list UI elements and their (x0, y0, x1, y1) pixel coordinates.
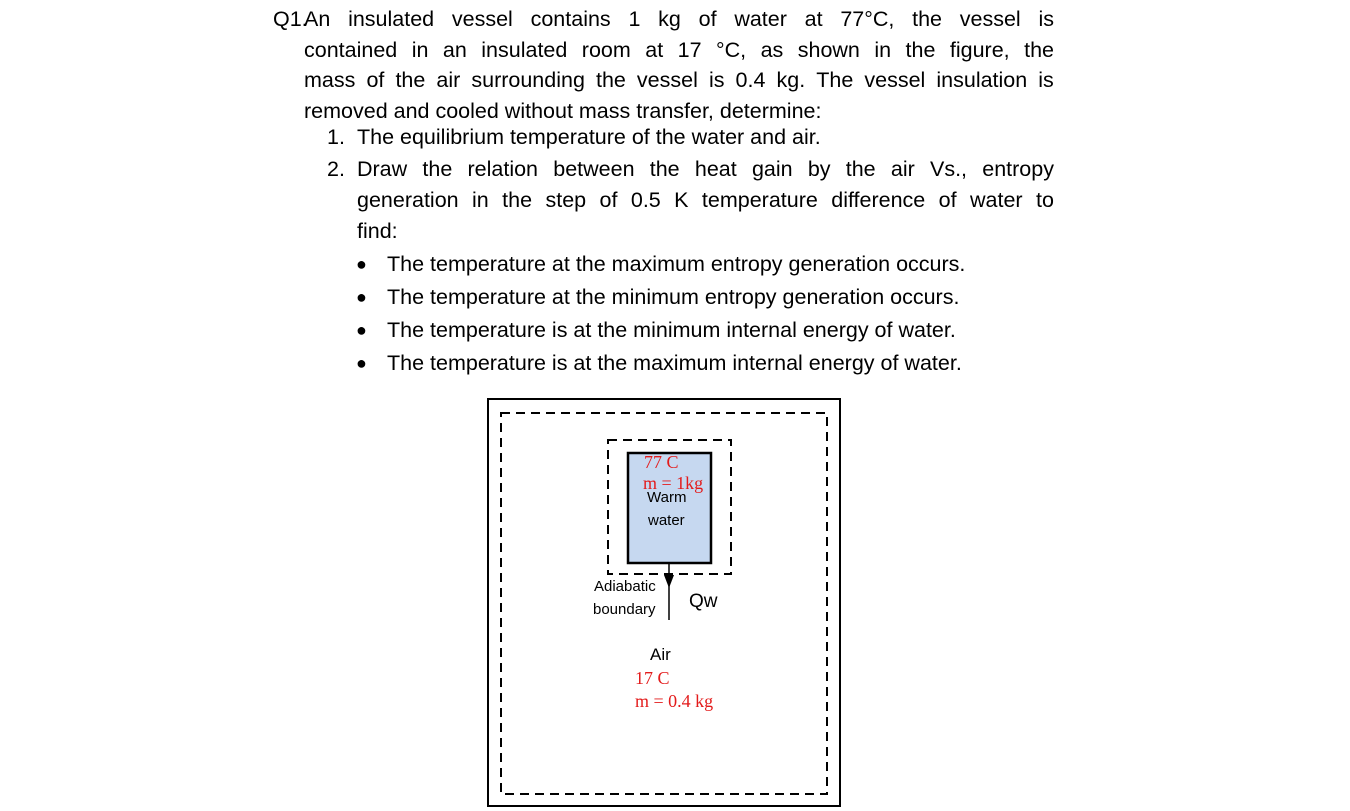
word: 77°C, (840, 7, 895, 31)
word: in (874, 37, 892, 62)
word: the (502, 188, 533, 212)
word: generation (357, 188, 459, 212)
word: 0.4 (735, 68, 766, 92)
air-mass: m = 0.4 kg (635, 691, 714, 711)
word: the (905, 37, 936, 62)
word: of (599, 188, 618, 212)
bullet-dot: ● (356, 353, 367, 373)
water-mass: m = 1kg (643, 473, 704, 493)
boundary-label-adiabatic: Adiabatic (594, 578, 656, 595)
word: of (698, 7, 717, 31)
word: Vs., (929, 157, 968, 181)
list-item-1-number: 1. (327, 125, 345, 149)
word: water (734, 7, 787, 31)
word: the (395, 68, 426, 92)
word: is (708, 68, 725, 92)
word: in (472, 188, 489, 212)
word: temperature (701, 188, 818, 212)
word: An (304, 7, 331, 31)
word: vessel (451, 7, 513, 31)
word: by (807, 157, 831, 181)
word: the (1024, 37, 1054, 62)
list-item-2-number: 2. (327, 157, 345, 181)
word: the (845, 157, 876, 181)
word: shown (797, 37, 860, 62)
word: air (890, 157, 915, 181)
intro-line-1 (304, 4, 1054, 35)
word: relation (467, 157, 539, 181)
word: 0.5 (630, 188, 661, 212)
list-item-1-text: The equilibrium temperature of the water and air. (357, 125, 821, 149)
bullet-text: The temperature is at the maximum internal energy of water. (387, 351, 962, 375)
bullet-text: The temperature at the minimum entropy generation occurs. (387, 285, 960, 309)
list-item-2-line-2 (357, 185, 1054, 216)
word: figure, (949, 37, 1010, 62)
word: gain (751, 157, 793, 181)
word: the (595, 68, 626, 92)
list-item-2-line-3: find: (357, 219, 398, 243)
list-item-1 (327, 122, 1057, 153)
word: vessel (864, 68, 926, 92)
water-label-water: water (648, 512, 685, 529)
air-temperature: 17 C (635, 668, 670, 688)
water-label-warm: Warm (647, 489, 687, 506)
word: vessel (636, 68, 698, 92)
word: step (545, 188, 587, 212)
vessel-figure (487, 398, 841, 807)
intro-line-2 (304, 35, 1054, 66)
bullet-text: The temperature is at the minimum internal energy of water. (387, 318, 956, 342)
word: K (674, 188, 689, 212)
word: is (1038, 7, 1054, 31)
word: the (912, 7, 942, 31)
word: kg. (776, 68, 806, 92)
word: at (645, 37, 664, 62)
word: contained (304, 37, 398, 62)
list-item-2-line-1 (357, 154, 1054, 185)
word: entropy (982, 157, 1054, 181)
word: Draw (357, 157, 408, 181)
word: room (581, 37, 631, 62)
water-temperature: 77 C (644, 452, 679, 472)
boundary-label-boundary: boundary (593, 601, 656, 618)
word: heat (694, 157, 737, 181)
bullet-dot: ● (356, 320, 367, 340)
heat-label: Qw (689, 591, 718, 612)
bullet-text: The temperature at the maximum entropy generation occurs. (387, 252, 966, 276)
word: of (938, 188, 957, 212)
word: 17 (677, 37, 702, 62)
word: mass (304, 68, 356, 92)
intro-line-4: removed and cooled without mass transfer, determine: (304, 98, 822, 123)
intro-line-3 (304, 65, 1054, 96)
word: in (411, 37, 429, 62)
word: insulation (936, 68, 1028, 92)
word: air (436, 68, 461, 92)
word: contains (530, 7, 611, 31)
word: kg (658, 7, 681, 31)
list-item-2 (327, 154, 1054, 247)
word: The (816, 68, 854, 92)
word: the (649, 157, 680, 181)
word: to (1036, 188, 1054, 212)
word: insulated (481, 37, 568, 62)
word: an (442, 37, 467, 62)
question-number: Q1. (273, 7, 308, 31)
word: °C, (716, 37, 747, 62)
word: difference (831, 188, 926, 212)
word: surrounding (471, 68, 585, 92)
word: of (366, 68, 385, 92)
word: between (553, 157, 635, 181)
word: is (1038, 68, 1054, 92)
word: 1 (628, 7, 641, 31)
word: vessel (959, 7, 1021, 31)
word: at (804, 7, 823, 31)
word: as (760, 37, 784, 62)
question-intro (304, 4, 1054, 126)
word: the (422, 157, 453, 181)
word: insulated (348, 7, 435, 31)
bullet-dot: ● (356, 254, 367, 274)
air-label: Air (650, 645, 671, 664)
arrow-down-icon (664, 575, 674, 588)
word: water (970, 188, 1023, 212)
bullet-dot: ● (356, 287, 367, 307)
